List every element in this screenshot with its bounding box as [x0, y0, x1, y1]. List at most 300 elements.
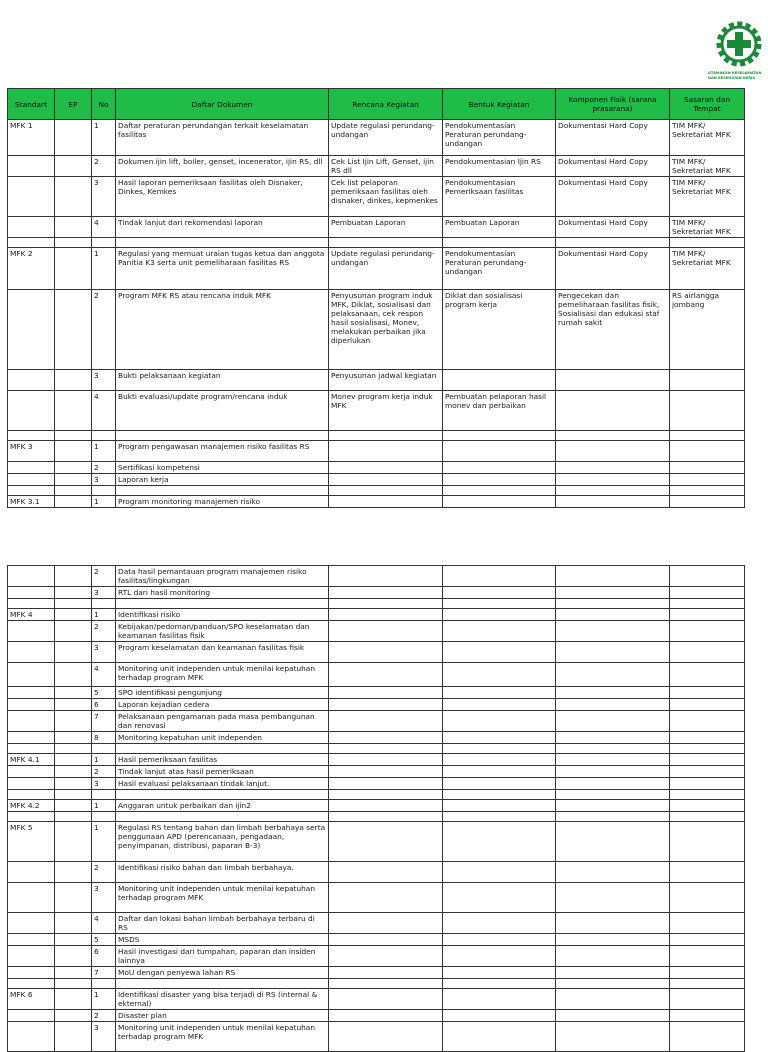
cell-komponen-fisik — [556, 754, 670, 766]
header-standart: Standart — [8, 89, 55, 120]
cell-daftar-dokumen: Regulasi yang memuat uraian tugas ketua dan anggota Panitia K3 serta unit pemeliharaan fasilitas RS — [116, 248, 329, 290]
cell-rencana-kegiatan — [329, 587, 443, 599]
table-row — [8, 913, 745, 934]
cell-komponen-fisik — [556, 744, 670, 754]
cell-bentuk-kegiatan — [443, 934, 556, 946]
cell-komponen-fisik: Pengecekan dan pemeliharaan fasilitas fisik, Sosialisasi dan edukasi staf rumah sakit — [556, 290, 670, 370]
cell-bentuk-kegiatan — [443, 800, 556, 812]
cell-no — [92, 599, 116, 609]
cell-sasaran-tempat — [670, 979, 745, 989]
cell-daftar-dokumen: Program MFK RS atau rencana induk MFK — [116, 290, 329, 370]
cell-daftar-dokumen: Dokumen ijin lift, boiler, genset, incenerator, ijin RS, dll — [116, 156, 329, 177]
cell-standart — [8, 663, 55, 687]
cell-no: 3 — [92, 883, 116, 913]
cell-bentuk-kegiatan: Pendokumentasian Pemeriksaan fasilitas — [443, 177, 556, 217]
header-daftar-dokumen: Daftar Dokumen — [116, 89, 329, 120]
cell-ep — [55, 744, 92, 754]
cell-standart — [8, 177, 55, 217]
cell-ep — [55, 778, 92, 790]
cell-ep — [55, 217, 92, 238]
table-row — [8, 290, 745, 370]
cell-bentuk-kegiatan — [443, 822, 556, 862]
cell-standart — [8, 1010, 55, 1022]
cell-bentuk-kegiatan — [443, 486, 556, 496]
cell-sasaran-tempat — [670, 370, 745, 391]
table-row — [8, 812, 745, 822]
cell-daftar-dokumen: Bukti evaluasi/update program/rencana induk — [116, 391, 329, 431]
cell-sasaran-tempat — [670, 913, 745, 934]
cell-daftar-dokumen: Program pengawasan manajemen risiko fasilitas RS — [116, 441, 329, 462]
cell-komponen-fisik — [556, 934, 670, 946]
cell-bentuk-kegiatan — [443, 812, 556, 822]
cell-no — [92, 238, 116, 248]
cell-ep — [55, 621, 92, 642]
logo-caption-2: DAN KESEHATAN KERJA — [708, 76, 756, 80]
checklist-table-bottom — [7, 565, 745, 1052]
cell-rencana-kegiatan: Penyusunan program induk MFK, Diklat, sosialisasi dan pelaksanaan, cek respon hasil sosialisasi, Monev, melakukan perbaikan jika diperlukan — [329, 290, 443, 370]
cell-rencana-kegiatan — [329, 462, 443, 474]
cell-komponen-fisik — [556, 883, 670, 913]
table-row — [8, 177, 745, 217]
cell-sasaran-tempat — [670, 391, 745, 431]
cell-ep — [55, 642, 92, 663]
table-row — [8, 883, 745, 913]
cell-daftar-dokumen: Bukti pelaksanaan kegiatan — [116, 370, 329, 391]
cell-komponen-fisik — [556, 862, 670, 883]
cell-bentuk-kegiatan — [443, 711, 556, 732]
cell-sasaran-tempat — [670, 711, 745, 732]
cell-no: 2 — [92, 766, 116, 778]
cell-bentuk-kegiatan — [443, 663, 556, 687]
cell-no: 2 — [92, 862, 116, 883]
table-row — [8, 1010, 745, 1022]
cell-standart — [8, 156, 55, 177]
cell-bentuk-kegiatan — [443, 496, 556, 508]
cell-standart — [8, 486, 55, 496]
cell-sasaran-tempat — [670, 934, 745, 946]
cell-rencana-kegiatan — [329, 599, 443, 609]
cell-no: 2 — [92, 566, 116, 587]
cell-ep — [55, 699, 92, 711]
cell-ep — [55, 496, 92, 508]
cell-sasaran-tempat — [670, 699, 745, 711]
cell-rencana-kegiatan — [329, 934, 443, 946]
cell-standart: MFK 6 — [8, 989, 55, 1010]
cell-no — [92, 486, 116, 496]
cell-komponen-fisik — [556, 979, 670, 989]
table-row — [8, 790, 745, 800]
cell-daftar-dokumen: MoU dengan penyewa lahan RS — [116, 967, 329, 979]
cell-sasaran-tempat — [670, 486, 745, 496]
cell-ep — [55, 566, 92, 587]
cell-rencana-kegiatan: Penyusunan jadwal kegiatan — [329, 370, 443, 391]
cell-no: 7 — [92, 711, 116, 732]
cell-daftar-dokumen — [116, 599, 329, 609]
cell-ep — [55, 599, 92, 609]
cell-rencana-kegiatan — [329, 822, 443, 862]
cell-ep — [55, 391, 92, 431]
cell-rencana-kegiatan: Update regulasi perundang-undangan — [329, 248, 443, 290]
cell-standart — [8, 711, 55, 732]
cell-komponen-fisik — [556, 790, 670, 800]
cell-ep — [55, 1010, 92, 1022]
cell-daftar-dokumen — [116, 486, 329, 496]
cell-komponen-fisik — [556, 599, 670, 609]
table-row — [8, 496, 745, 508]
cell-ep — [55, 248, 92, 290]
cell-standart — [8, 474, 55, 486]
cell-no: 3 — [92, 778, 116, 790]
cell-daftar-dokumen — [116, 431, 329, 441]
cell-sasaran-tempat — [670, 883, 745, 913]
cell-no: 1 — [92, 754, 116, 766]
cell-bentuk-kegiatan — [443, 967, 556, 979]
cell-rencana-kegiatan — [329, 766, 443, 778]
cell-daftar-dokumen: Laporan kerja — [116, 474, 329, 486]
cell-daftar-dokumen: Sertifikasi kompetensi — [116, 462, 329, 474]
cell-komponen-fisik — [556, 687, 670, 699]
header-rencana-kegiatan: Rencana Kegiatan — [329, 89, 443, 120]
cell-komponen-fisik — [556, 766, 670, 778]
table-row — [8, 687, 745, 699]
cell-rencana-kegiatan — [329, 883, 443, 913]
table-row — [8, 744, 745, 754]
cell-ep — [55, 370, 92, 391]
cell-no: 4 — [92, 217, 116, 238]
header-komponen-fisik: Komponen Fisik (sarana prasarana) — [556, 89, 670, 120]
cell-standart: MFK 3 — [8, 441, 55, 462]
cell-bentuk-kegiatan: Diklat dan sosialisasi program kerja — [443, 290, 556, 370]
cell-komponen-fisik — [556, 800, 670, 812]
cell-standart — [8, 370, 55, 391]
header-sasaran-tempat: Sasaran dan Tempat — [670, 89, 745, 120]
cell-rencana-kegiatan — [329, 946, 443, 967]
cell-bentuk-kegiatan — [443, 431, 556, 441]
cell-ep — [55, 754, 92, 766]
cell-standart — [8, 642, 55, 663]
cell-rencana-kegiatan — [329, 496, 443, 508]
cell-no — [92, 744, 116, 754]
cell-standart — [8, 290, 55, 370]
cell-daftar-dokumen — [116, 238, 329, 248]
cell-ep — [55, 979, 92, 989]
cell-rencana-kegiatan — [329, 609, 443, 621]
cell-daftar-dokumen — [116, 812, 329, 822]
cell-standart: MFK 2 — [8, 248, 55, 290]
cell-bentuk-kegiatan — [443, 754, 556, 766]
cell-sasaran-tempat — [670, 822, 745, 862]
cell-bentuk-kegiatan — [443, 979, 556, 989]
table-row — [8, 822, 745, 862]
cell-bentuk-kegiatan — [443, 1022, 556, 1052]
table-row — [8, 391, 745, 431]
k3-gear-cross-icon — [708, 18, 768, 70]
cell-standart — [8, 1022, 55, 1052]
cell-komponen-fisik — [556, 642, 670, 663]
cell-no: 4 — [92, 391, 116, 431]
table-row — [8, 441, 745, 462]
cell-rencana-kegiatan — [329, 711, 443, 732]
cell-daftar-dokumen: Daftar peraturan perundangan terkait keselamatan fasilitas — [116, 120, 329, 156]
cell-komponen-fisik: Dokumentasi Hard Copy — [556, 217, 670, 238]
cell-bentuk-kegiatan — [443, 766, 556, 778]
header-bentuk-kegiatan: Bentuk Kegiatan — [443, 89, 556, 120]
table-row — [8, 462, 745, 474]
cell-no: 3 — [92, 1022, 116, 1052]
cell-standart — [8, 979, 55, 989]
cell-sasaran-tempat — [670, 800, 745, 812]
cell-standart — [8, 766, 55, 778]
cell-bentuk-kegiatan: Pendokumentasian Peraturan perundang-undangan — [443, 120, 556, 156]
cell-komponen-fisik — [556, 699, 670, 711]
cell-bentuk-kegiatan — [443, 732, 556, 744]
header-row — [8, 89, 745, 120]
cell-daftar-dokumen: Kebijakan/pedoman/panduan/SPO keselamatan dan keamanan fasilitas fisik — [116, 621, 329, 642]
cell-daftar-dokumen — [116, 790, 329, 800]
table-row — [8, 967, 745, 979]
cell-daftar-dokumen: Hasil evaluasi pelaksanaan tindak lanjut. — [116, 778, 329, 790]
cell-sasaran-tempat — [670, 989, 745, 1010]
cell-no: 1 — [92, 120, 116, 156]
cell-rencana-kegiatan — [329, 238, 443, 248]
cell-komponen-fisik: Dokumentasi Hard Copy — [556, 156, 670, 177]
cell-daftar-dokumen: Laporan kejadian cedera — [116, 699, 329, 711]
cell-rencana-kegiatan — [329, 812, 443, 822]
table-row — [8, 248, 745, 290]
cell-sasaran-tempat — [670, 462, 745, 474]
cell-sasaran-tempat — [670, 238, 745, 248]
cell-sasaran-tempat — [670, 441, 745, 462]
cell-standart — [8, 883, 55, 913]
table-row — [8, 486, 745, 496]
cell-no: 2 — [92, 462, 116, 474]
table-row — [8, 699, 745, 711]
table-row — [8, 156, 745, 177]
header-no: No — [92, 89, 116, 120]
cell-komponen-fisik — [556, 711, 670, 732]
cell-sasaran-tempat: TIM MFK/ Sekretariat MFK — [670, 177, 745, 217]
cell-sasaran-tempat: TIM MFK/ Sekretariat MFK — [670, 156, 745, 177]
cell-bentuk-kegiatan — [443, 462, 556, 474]
cell-rencana-kegiatan — [329, 778, 443, 790]
cell-sasaran-tempat — [670, 946, 745, 967]
cell-ep — [55, 812, 92, 822]
cell-rencana-kegiatan — [329, 744, 443, 754]
cell-bentuk-kegiatan: Pembuatan Laporan — [443, 217, 556, 238]
cell-standart — [8, 790, 55, 800]
cell-bentuk-kegiatan — [443, 621, 556, 642]
cell-daftar-dokumen: Monitoring unit independen untuk menilai kepatuhan terhadap program MFK — [116, 883, 329, 913]
cell-bentuk-kegiatan — [443, 946, 556, 967]
cell-rencana-kegiatan — [329, 754, 443, 766]
cell-standart: MFK 4.2 — [8, 800, 55, 812]
cell-komponen-fisik — [556, 474, 670, 486]
cell-daftar-dokumen: MSDS — [116, 934, 329, 946]
cell-rencana-kegiatan — [329, 1022, 443, 1052]
table-row — [8, 766, 745, 778]
cell-daftar-dokumen: Monitoring kepatuhan unit independen — [116, 732, 329, 744]
cell-sasaran-tempat — [670, 599, 745, 609]
cell-daftar-dokumen: Program monitoring manajemen risiko — [116, 496, 329, 508]
cell-ep — [55, 462, 92, 474]
cell-sasaran-tempat — [670, 1022, 745, 1052]
cell-sasaran-tempat — [670, 744, 745, 754]
table-row — [8, 800, 745, 812]
cell-ep — [55, 862, 92, 883]
cell-bentuk-kegiatan — [443, 913, 556, 934]
cell-sasaran-tempat — [670, 967, 745, 979]
cell-no — [92, 979, 116, 989]
cell-bentuk-kegiatan — [443, 699, 556, 711]
cell-ep — [55, 474, 92, 486]
table-row — [8, 587, 745, 599]
cell-bentuk-kegiatan — [443, 370, 556, 391]
cell-daftar-dokumen: Hasil investigasi dari tumpahan, paparan dan insiden lainnya — [116, 946, 329, 967]
cell-no: 8 — [92, 732, 116, 744]
cell-daftar-dokumen: RTL dari hasil monitoring — [116, 587, 329, 599]
table-row — [8, 642, 745, 663]
cell-no: 1 — [92, 248, 116, 290]
cell-standart — [8, 431, 55, 441]
cell-rencana-kegiatan — [329, 642, 443, 663]
table-row — [8, 120, 745, 156]
cell-sasaran-tempat — [670, 621, 745, 642]
cell-no: 2 — [92, 156, 116, 177]
cell-rencana-kegiatan — [329, 1010, 443, 1022]
cell-komponen-fisik — [556, 496, 670, 508]
cell-sasaran-tempat: TIM MFK/ Sekretariat MFK — [670, 217, 745, 238]
cell-daftar-dokumen: SPO identifikasi pengunjung — [116, 687, 329, 699]
cell-standart — [8, 587, 55, 599]
table-row — [8, 599, 745, 609]
cell-komponen-fisik — [556, 621, 670, 642]
cell-no: 2 — [92, 621, 116, 642]
cell-komponen-fisik: Dokumentasi Hard Copy — [556, 248, 670, 290]
cell-no — [92, 431, 116, 441]
cell-ep — [55, 732, 92, 744]
cell-rencana-kegiatan — [329, 913, 443, 934]
cell-no: 3 — [92, 642, 116, 663]
cell-no: 4 — [92, 663, 116, 687]
cell-sasaran-tempat — [670, 766, 745, 778]
cell-sasaran-tempat — [670, 431, 745, 441]
cell-no: 1 — [92, 609, 116, 621]
cell-daftar-dokumen: Anggaran untuk perbaikan dan ijin2 — [116, 800, 329, 812]
table-row — [8, 732, 745, 744]
cell-standart — [8, 744, 55, 754]
cell-bentuk-kegiatan — [443, 744, 556, 754]
cell-rencana-kegiatan: Pembuatan Laporan — [329, 217, 443, 238]
cell-rencana-kegiatan — [329, 732, 443, 744]
table-row — [8, 1022, 745, 1052]
cell-komponen-fisik — [556, 431, 670, 441]
cell-ep — [55, 609, 92, 621]
cell-komponen-fisik — [556, 462, 670, 474]
cell-sasaran-tempat — [670, 663, 745, 687]
cell-bentuk-kegiatan — [443, 474, 556, 486]
cell-standart — [8, 566, 55, 587]
cell-no: 7 — [92, 967, 116, 979]
cell-standart — [8, 946, 55, 967]
table-row — [8, 217, 745, 238]
cell-no — [92, 812, 116, 822]
cell-rencana-kegiatan — [329, 474, 443, 486]
cell-rencana-kegiatan — [329, 687, 443, 699]
cell-komponen-fisik — [556, 1022, 670, 1052]
cell-sasaran-tempat — [670, 587, 745, 599]
cell-ep — [55, 120, 92, 156]
cell-bentuk-kegiatan — [443, 441, 556, 462]
cell-no: 5 — [92, 934, 116, 946]
cell-bentuk-kegiatan — [443, 609, 556, 621]
cell-ep — [55, 800, 92, 812]
table-row — [8, 474, 745, 486]
cell-ep — [55, 946, 92, 967]
cell-daftar-dokumen: Data hasil pemantauan program manajemen risiko fasilitas/lingkungan — [116, 566, 329, 587]
cell-standart — [8, 732, 55, 744]
table-row — [8, 979, 745, 989]
cell-standart — [8, 812, 55, 822]
table-row — [8, 711, 745, 732]
cell-rencana-kegiatan — [329, 699, 443, 711]
cell-rencana-kegiatan — [329, 800, 443, 812]
cell-ep — [55, 1022, 92, 1052]
cell-bentuk-kegiatan — [443, 883, 556, 913]
cell-sasaran-tempat — [670, 609, 745, 621]
cell-komponen-fisik — [556, 778, 670, 790]
cell-rencana-kegiatan: Cek list pelaporan pemeriksaan fasilitas oleh disnaker, dinkes, kepmenkes — [329, 177, 443, 217]
cell-rencana-kegiatan — [329, 663, 443, 687]
cell-ep — [55, 663, 92, 687]
cell-ep — [55, 883, 92, 913]
table-row — [8, 238, 745, 248]
cell-komponen-fisik — [556, 1010, 670, 1022]
cell-standart — [8, 599, 55, 609]
cell-sasaran-tempat — [670, 778, 745, 790]
cell-daftar-dokumen: Daftar dan lokasi bahan limbah berbahaya terbaru di RS — [116, 913, 329, 934]
cell-no: 6 — [92, 946, 116, 967]
cell-no: 3 — [92, 474, 116, 486]
cell-ep — [55, 711, 92, 732]
cell-standart — [8, 462, 55, 474]
cell-no: 6 — [92, 699, 116, 711]
cell-ep — [55, 913, 92, 934]
table-row — [8, 621, 745, 642]
cell-komponen-fisik — [556, 391, 670, 431]
cell-ep — [55, 290, 92, 370]
cell-standart — [8, 238, 55, 248]
table-row — [8, 862, 745, 883]
cell-komponen-fisik — [556, 370, 670, 391]
cell-no: 1 — [92, 989, 116, 1010]
cell-daftar-dokumen: Regulasi RS tentang bahan dan limbah berbahaya serta penggunaan APD (perencanaan, pengadaan, penyimpanan, distribusi, paparan B-3) — [116, 822, 329, 862]
cell-standart — [8, 862, 55, 883]
cell-daftar-dokumen: Disaster plan — [116, 1010, 329, 1022]
table-row — [8, 754, 745, 766]
cell-no: 3 — [92, 177, 116, 217]
cell-komponen-fisik — [556, 913, 670, 934]
cell-ep — [55, 431, 92, 441]
cell-no: 1 — [92, 496, 116, 508]
cell-ep — [55, 967, 92, 979]
cell-sasaran-tempat: TIM MFK/ Sekretariat MFK — [670, 120, 745, 156]
cell-komponen-fisik — [556, 566, 670, 587]
k3-logo — [708, 18, 768, 86]
cell-rencana-kegiatan — [329, 967, 443, 979]
cell-bentuk-kegiatan — [443, 238, 556, 248]
cell-no: 1 — [92, 822, 116, 862]
cell-standart — [8, 391, 55, 431]
